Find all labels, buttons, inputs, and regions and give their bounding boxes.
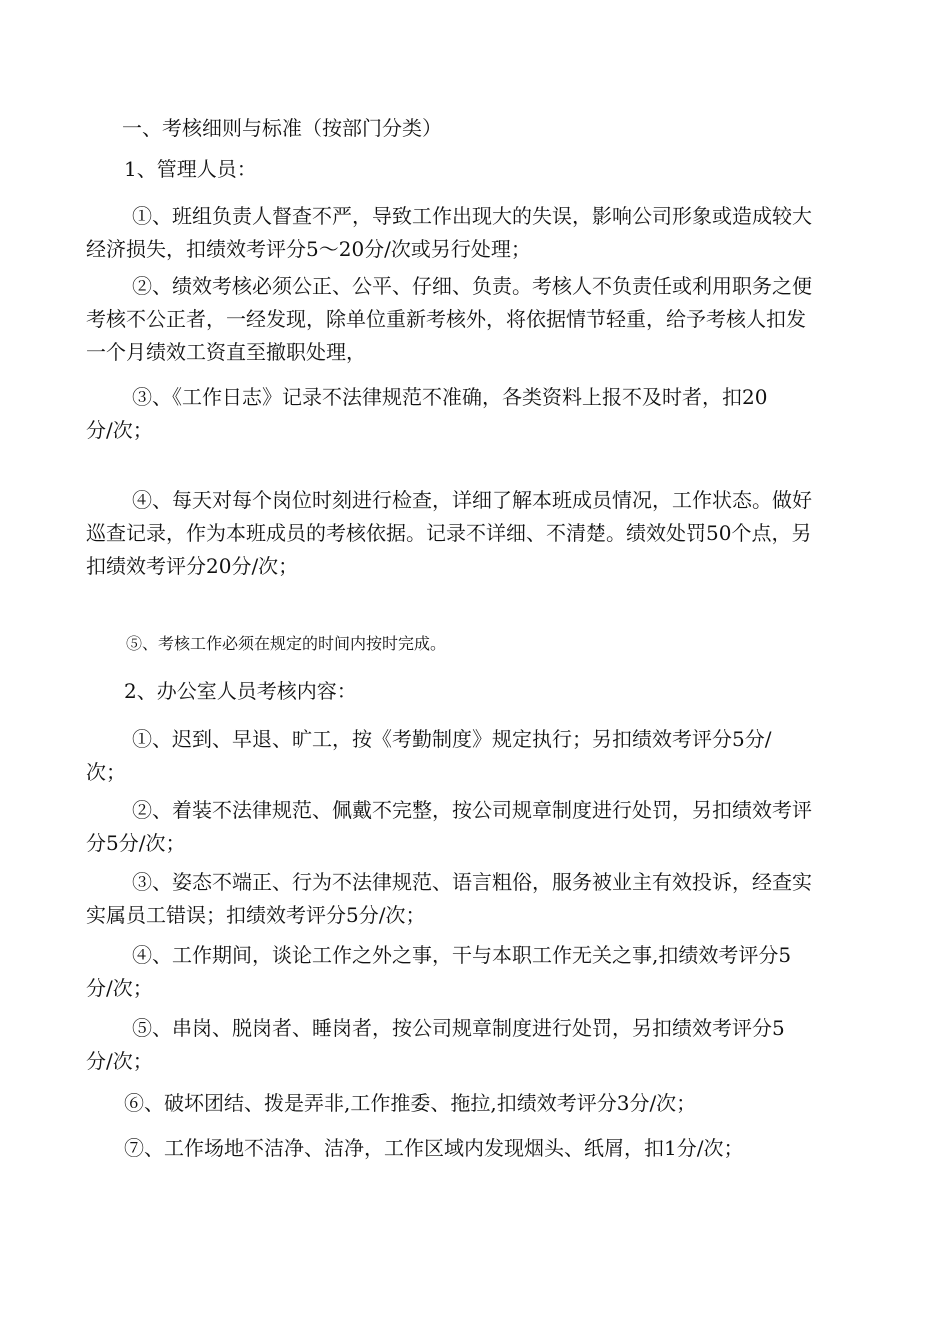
management-item-2 [86, 270, 866, 369]
office-item-4-line-2: 分/次； [86, 976, 153, 1000]
office-item-4-line-1: ④、工作期间，谈论工作之外之事，干与本职工作无关之事,扣绩效考评分5 [132, 943, 792, 967]
management-item-3-line-2: 分/次； [86, 418, 153, 442]
management-item-5: ⑤、考核工作必须在规定的时间内按时完成。 [126, 634, 447, 653]
management-item-2-line-1: ②、绩效考核必须公正、公平、仔细、负责。考核人不负责任或利用职务之便 [132, 274, 812, 298]
management-item-4-line-2: 巡查记录，作为本班成员的考核依据。记录不详细、不清楚。绩效处罚50个点，另 [86, 521, 812, 545]
office-item-4 [86, 939, 866, 1005]
management-item-2-line-2: 考核不公正者，一经发现，除单位重新考核外，将依据情节轻重，给予考核人扣发 [86, 307, 806, 331]
office-item-3-line-2: 实属员工错误；扣绩效考评分5分/次； [86, 903, 426, 927]
office-item-5-line-1: ⑤、串岗、脱岗者、睡岗者，按公司规章制度进行处罚，另扣绩效考评分5 [132, 1016, 785, 1040]
office-item-2-line-1: ②、着装不法律规范、佩戴不完整，按公司规章制度进行处罚，另扣绩效考评 [132, 798, 812, 822]
management-item-2-line-3: 一个月绩效工资直至撤职处理， [86, 340, 366, 364]
management-item-3 [86, 381, 866, 447]
management-item-3-line-1: ③、《工作日志》记录不法律规范不准确，各类资料上报不及时者，扣20 [132, 385, 768, 409]
management-item-1 [86, 200, 866, 266]
office-heading: 2、办公室人员考核内容： [124, 679, 357, 703]
office-item-5-line-2: 分/次； [86, 1049, 153, 1073]
management-item-1-line-2: 经济损失，扣绩效考评分5〜20分/次或另行处理； [86, 237, 531, 261]
office-item-3-line-1: ③、姿态不端正、行为不法律规范、语言粗俗，服务被业主有效投诉，经查实 [132, 870, 812, 894]
office-item-5 [86, 1012, 866, 1078]
management-heading: 1、管理人员： [124, 157, 257, 181]
office-item-7: ⑦、工作场地不洁净、洁净，工作区域内发现烟头、纸屑，扣1分/次； [124, 1136, 744, 1160]
management-item-4-line-1: ④、每天对每个岗位时刻进行检查，详细了解本班成员情况，工作状态。做好 [132, 488, 812, 512]
office-item-1-line-1: ①、迟到、早退、旷工，按《考勤制度》规定执行；另扣绩效考评分5分/ [132, 727, 772, 751]
management-item-1-line-1: ①、班组负责人督查不严，导致工作出现大的失误，影响公司形象或造成较大 [132, 204, 812, 228]
office-item-2 [86, 794, 866, 860]
section-title: 一、考核细则与标准（按部门分类） [122, 116, 442, 140]
office-item-6: ⑥、破坏团结、拨是弄非,工作推委、拖拉,扣绩效考评分3分/次； [124, 1091, 697, 1115]
office-item-3 [86, 866, 866, 932]
management-item-4-line-3: 扣绩效考评分20分/次； [86, 554, 299, 578]
office-item-2-line-2: 分5分/次； [86, 831, 186, 855]
office-item-1-line-2: 次； [86, 760, 126, 784]
management-item-4 [86, 484, 866, 583]
office-item-1 [86, 723, 866, 789]
